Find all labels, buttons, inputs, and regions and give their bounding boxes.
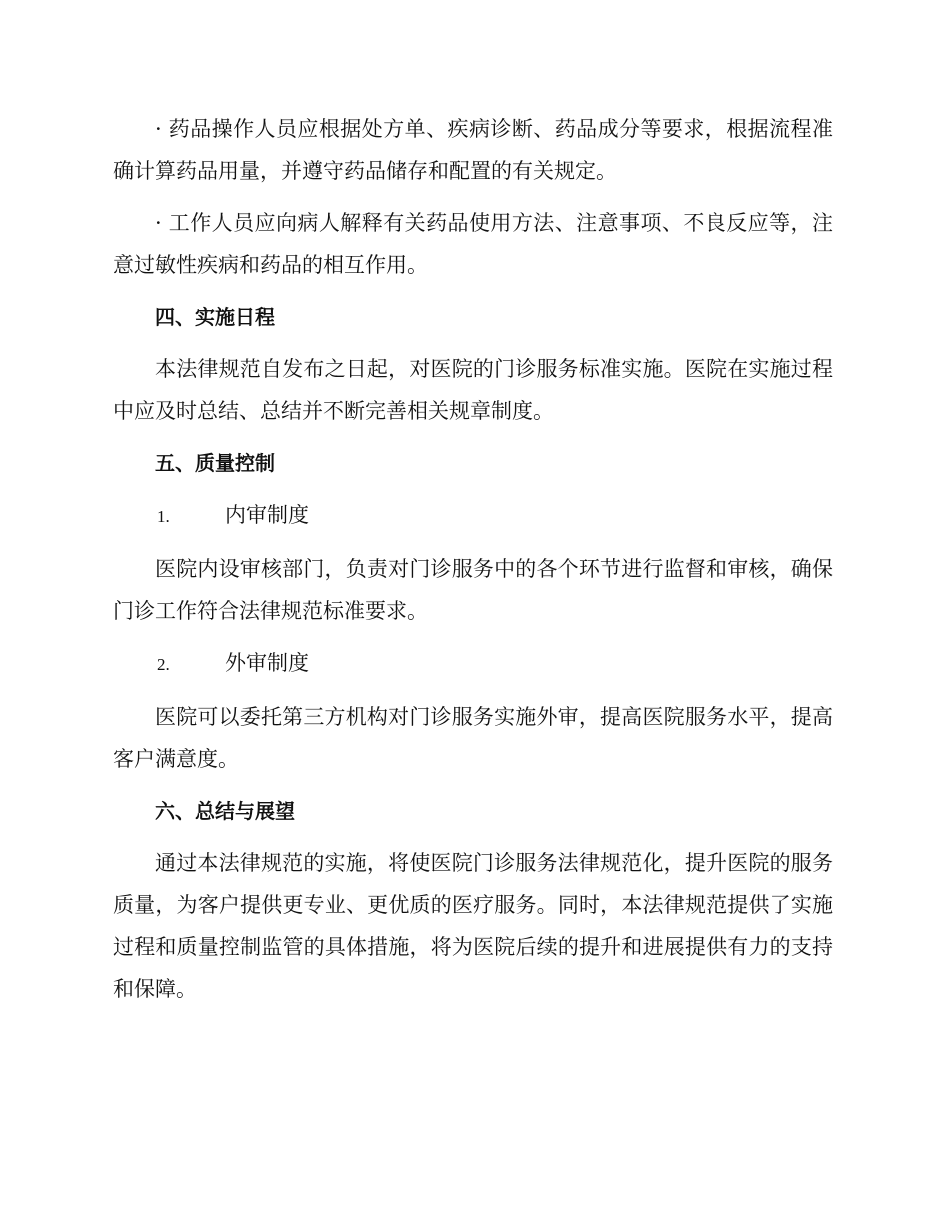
item-number: 1. — [157, 507, 170, 526]
section-heading-quality-control: 五、质量控制 — [155, 451, 275, 475]
item-label: 内审制度 — [225, 503, 309, 527]
paragraph-implementation-schedule: 本法律规范自发布之日起，对医院的门诊服务标准实施。医院在实施过程中应及时总结、总结并不断完善相关规章制度。 — [113, 357, 833, 423]
section-heading-summary-outlook: 六、总结与展望 — [155, 799, 295, 823]
numbered-item-external-audit — [113, 642, 833, 686]
bullet-paragraph-drug-operation: · 药品操作人员应根据处方单、疾病诊断、药品成分等要求，根据流程准确计算药品用量，并遵守药品储存和配置的有关规定。 — [113, 117, 833, 183]
paragraph-internal-audit: 医院内设审核部门，负责对门诊服务中的各个环节进行监督和审核，确保门诊工作符合法律规范标准要求。 — [113, 557, 833, 623]
paragraph-summary-outlook: 通过本法律规范的实施，将使医院门诊服务法律规范化，提升医院的服务质量，为客户提供更专业、更优质的医疗服务。同时，本法律规范提供了实施过程和质量控制监管的具体措施，将为医院后续的提升和进展提供有力的支持和保障。 — [113, 851, 833, 1001]
numbered-item-internal-audit — [113, 494, 833, 538]
item-label: 外审制度 — [225, 651, 309, 675]
bullet-paragraph-patient-explanation: · 工作人员应向病人解释有关药品使用方法、注意事项、不良反应等，注意过敏性疾病和药品的相互作用。 — [113, 211, 833, 277]
section-heading-implementation-schedule: 四、实施日程 — [155, 305, 275, 329]
document-body — [113, 108, 833, 1020]
paragraph-external-audit: 医院可以委托第三方机构对门诊服务实施外审，提高医院服务水平，提高客户满意度。 — [113, 705, 833, 771]
item-number: 2. — [157, 655, 170, 674]
